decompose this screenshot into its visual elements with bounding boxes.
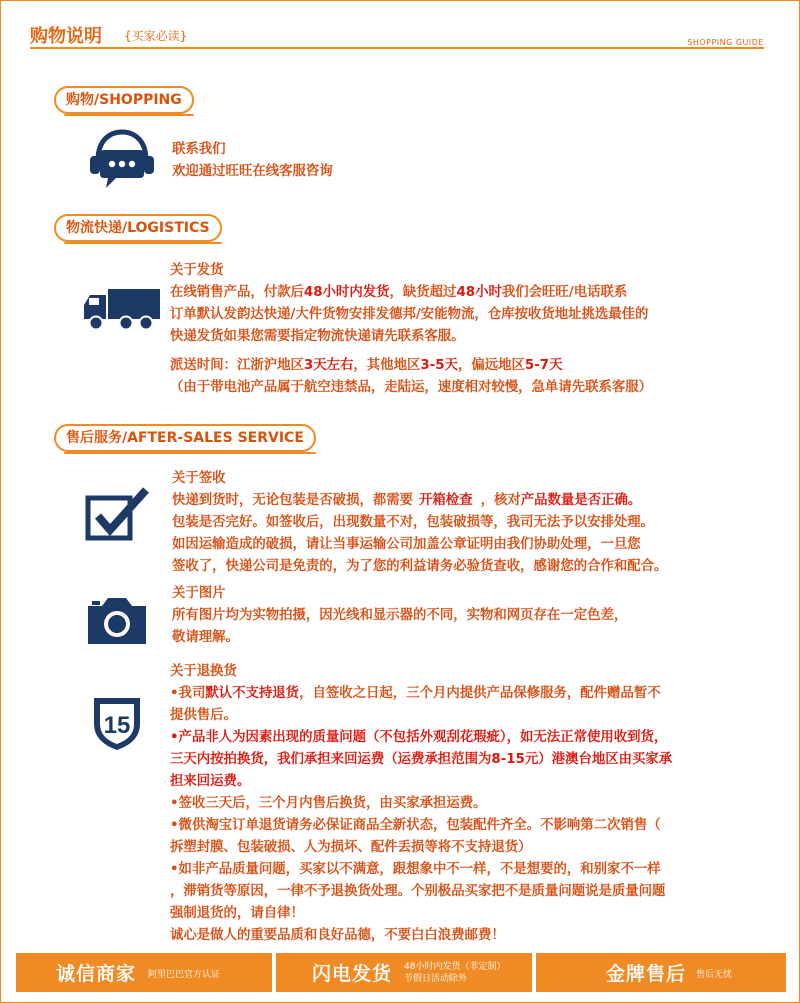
sign-title: 关于签收 [172, 471, 226, 486]
footer-badge-note-2: 节假日活动除外 [404, 974, 468, 984]
shipping-line-2: 订单默认发韵达快递/大件货物安排发德邦/安能物流，仓库按收货地址挑选最佳的 [170, 307, 649, 322]
footer-badge-fast-shipping [276, 953, 532, 992]
returns-line-11: 强制退货的，请自律！ [170, 906, 304, 921]
section-pill-aftersales: 售后服务/AFTER-SALES SERVICE [54, 424, 316, 452]
returns-line-12: 诚心是做人的重要品质和良好品德，不要白白浪费邮费！ [170, 928, 505, 943]
footer-badge-title: 诚信商家 [56, 963, 137, 985]
returns-line-4: 三天内按拍换货，我们承担来回运费（运费承担范围为8-15元）港澳台地区由买家承 [170, 752, 673, 767]
photo-line-2: 敬请理解。 [172, 630, 239, 645]
section-pill-shopping: 购物/SHOPPING [54, 86, 194, 114]
returns-line-2: 提供售后。 [170, 708, 237, 723]
returns-line-3: •产品非人为因素出现的质量问题（不包括外观刮花瑕疵），如无法正常使用收到货， [170, 730, 668, 745]
headset-chat-icon [84, 128, 160, 192]
returns-line-9: •如非产品质量问题，买家以不满意，跟想象中不一样，不是想要的，和别家不一样 [170, 862, 661, 877]
camera-icon [84, 594, 150, 646]
footer-badge-after-sales [536, 953, 786, 992]
sign-line-4: 签收了，快递公司是免责的，为了您的利益请务必验货查收，感谢您的合作和配合。 [172, 559, 668, 574]
footer-badge-title: 金牌售后 [606, 963, 687, 985]
footer-badge-note: 48小时内发货（非定制） [404, 962, 506, 972]
returns-line-5: 担来回运费。 [170, 774, 251, 789]
returns-line-1: •我司默认不支持退货，自签收之日起，三个月内提供产品保修服务，配件赠品暂不 [170, 686, 661, 701]
delivery-time-line: 派送时间：江浙沪地区3天左右，其他地区3-5天，偏远地区5-7天 [170, 358, 563, 373]
sign-line-1: 快递到货时，无论包装是否破损，都需要 开箱检查 ，核对产品数量是否正确。 [172, 493, 642, 508]
returns-title: 关于退换货 [170, 664, 237, 679]
contact-text: 欢迎通过旺旺在线客服咨询 [172, 164, 333, 179]
delivery-note: （由于带电池产品属于航空违禁品，走陆运，速度相对较慢，急单请先联系客服） [170, 380, 653, 395]
shield-15-icon [88, 694, 146, 752]
checkbox-icon [84, 486, 152, 544]
footer-badge-title: 闪电发货 [312, 963, 393, 985]
section-pill-logistics: 物流快递/LOGISTICS [54, 214, 222, 242]
photo-line-1: 所有图片均为实物拍摄，因光线和显示器的不同，实物和网页存在一定色差， [172, 608, 628, 623]
returns-line-7: •微供淘宝订单退货请务必保证商品全新状态，包装配件齐全。不影响第二次销售（ [170, 818, 661, 833]
returns-line-10: ，滞销货等原因，一律不予退换货处理。个别极品买家把不是质量问题说是质量问题 [170, 884, 666, 899]
shipping-line-3: 快递发货如果您需要指定物流快递请先联系客服。 [170, 329, 465, 344]
sign-line-2: 包装是否完好。如签收后，出现数量不对，包装破损等，我司无法予以安排处理。 [172, 515, 655, 530]
footer-badge-note: 阿里巴巴官方认证 [148, 970, 221, 980]
svg-text:15: 15 [103, 712, 131, 739]
page-title-english: SHOPPING GUIDE [687, 38, 764, 47]
footer-badge-note: 售后无忧 [696, 970, 733, 980]
shipping-title: 关于发货 [170, 263, 224, 278]
footer-badge-honest-merchant [16, 953, 272, 992]
returns-line-6: •签收三天后，三个月内售后换货，由买家承担运费。 [170, 796, 487, 811]
sign-line-3: 如因运输造成的破损，请让当事运输公司加盖公章证明由我们协助处理，一旦您 [172, 537, 641, 552]
header-divider [30, 47, 764, 49]
returns-line-8: 拆塑封膜、包装破损、人为损坏、配件丢损等将不支持退货） [170, 840, 532, 855]
shipping-line-1: 在线销售产品，付款后48小时内发货，缺货超过48小时我们会旺旺/电话联系 [170, 285, 628, 300]
photo-title: 关于图片 [172, 586, 226, 601]
page-subtitle: {买家必读} [124, 29, 188, 43]
page-title: 购物说明 [30, 26, 102, 47]
truck-icon [80, 285, 162, 331]
contact-title: 联系我们 [172, 142, 226, 157]
